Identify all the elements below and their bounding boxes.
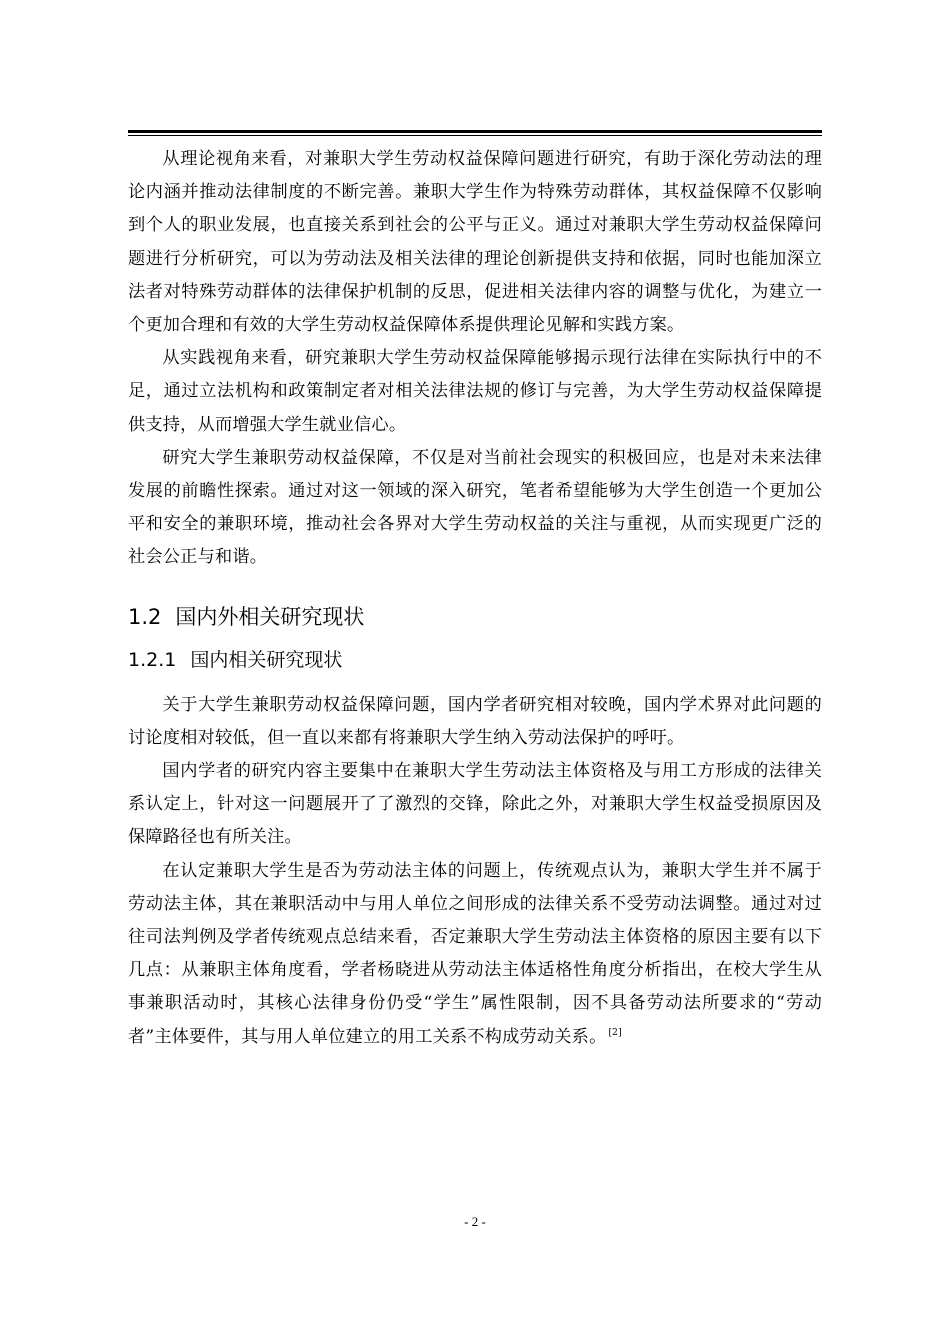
- section-heading-1-2: [128, 593, 822, 641]
- page-number: - 2 -: [464, 1214, 486, 1229]
- paragraph-research-focus: 国内学者的研究内容主要集中在兼职大学生劳动法主体资格及与用工方形成的法律关系认定上，针对这一问题展开了了激烈的交锋，除此之外，对兼职大学生权益受损原因及保障路径也有所关注。: [128, 761, 822, 848]
- subsection-number: 1.2.1: [128, 648, 177, 671]
- subsection-heading-1-2-1: [128, 641, 822, 679]
- section-title: 国内外相关研究现状: [175, 604, 365, 629]
- header-rule-thin: [128, 135, 822, 136]
- header-double-rule: [128, 130, 822, 136]
- paragraph-traditional-view: [128, 855, 822, 1054]
- section-number: 1.2: [128, 604, 162, 629]
- paragraph-domestic-overview: 关于大学生兼职劳动权益保障问题，国内学者研究相对较晚，国内学术界对此问题的讨论度相对较低，但一直以来都有将兼职大学生纳入劳动法保护的呼吁。: [128, 694, 822, 748]
- subsection-title: 国内相关研究现状: [190, 648, 343, 671]
- header-rule-thick: [128, 130, 822, 133]
- paragraph-traditional-view-text: 在认定兼职大学生是否为劳动法主体的问题上，传统观点认为，兼职大学生并不属于劳动法主体，其在兼职活动中与用人单位之间形成的法律关系不受劳动法调整。通过对过往司法判例及学者传统观点总结来看，否定兼职大学生劳动法主体资格的原因主要有以下几点：从兼职主体角度看，学者杨晓进从劳动法主体适格性角度分析指出，在校大学生从事兼职活动时，其核心法律身份仍受“学生”属性限制，因不具备劳动法所要求的“劳动者”主体要件，其与用人单位建立的用工关系不构成劳动关系。: [128, 860, 822, 1047]
- paragraph-theory: 从理论视角来看，对兼职大学生劳动权益保障问题进行研究，有助于深化劳动法的理论内涵并推动法律制度的不断完善。兼职大学生作为特殊劳动群体，其权益保障不仅影响到个人的职业发展，也直接关系到社会的公平与正义。通过对兼职大学生劳动权益保障问题进行分析研究，可以为劳动法及相关法律的理论创新提供支持和依据，同时也能加深立法者对特殊劳动群体的法律保护机制的反思，促进相关法律内容的调整与优化，为建立一个更加合理和有效的大学生劳动权益保障体系提供理论见解和实践方案。: [128, 149, 822, 336]
- paragraph-practice: 从实践视角来看，研究兼职大学生劳动权益保障能够揭示现行法律在实际执行中的不足，通过立法机构和政策制定者对相关法律法规的修订与完善，为大学生劳动权益保障提供支持，从而增强大学生就业信心。: [128, 348, 822, 435]
- citation-marker: [2]: [608, 1027, 622, 1038]
- paragraph-significance: 研究大学生兼职劳动权益保障，不仅是对当前社会现实的积极回应，也是对未来法律发展的前瞻性探索。通过对这一领域的深入研究，笔者希望能够为大学生创造一个更加公平和安全的兼职环境，推动社会各界对大学生劳动权益的关注与重视，从而实现更广泛的社会公正与和谐。: [128, 447, 822, 568]
- document-body: [128, 143, 822, 1054]
